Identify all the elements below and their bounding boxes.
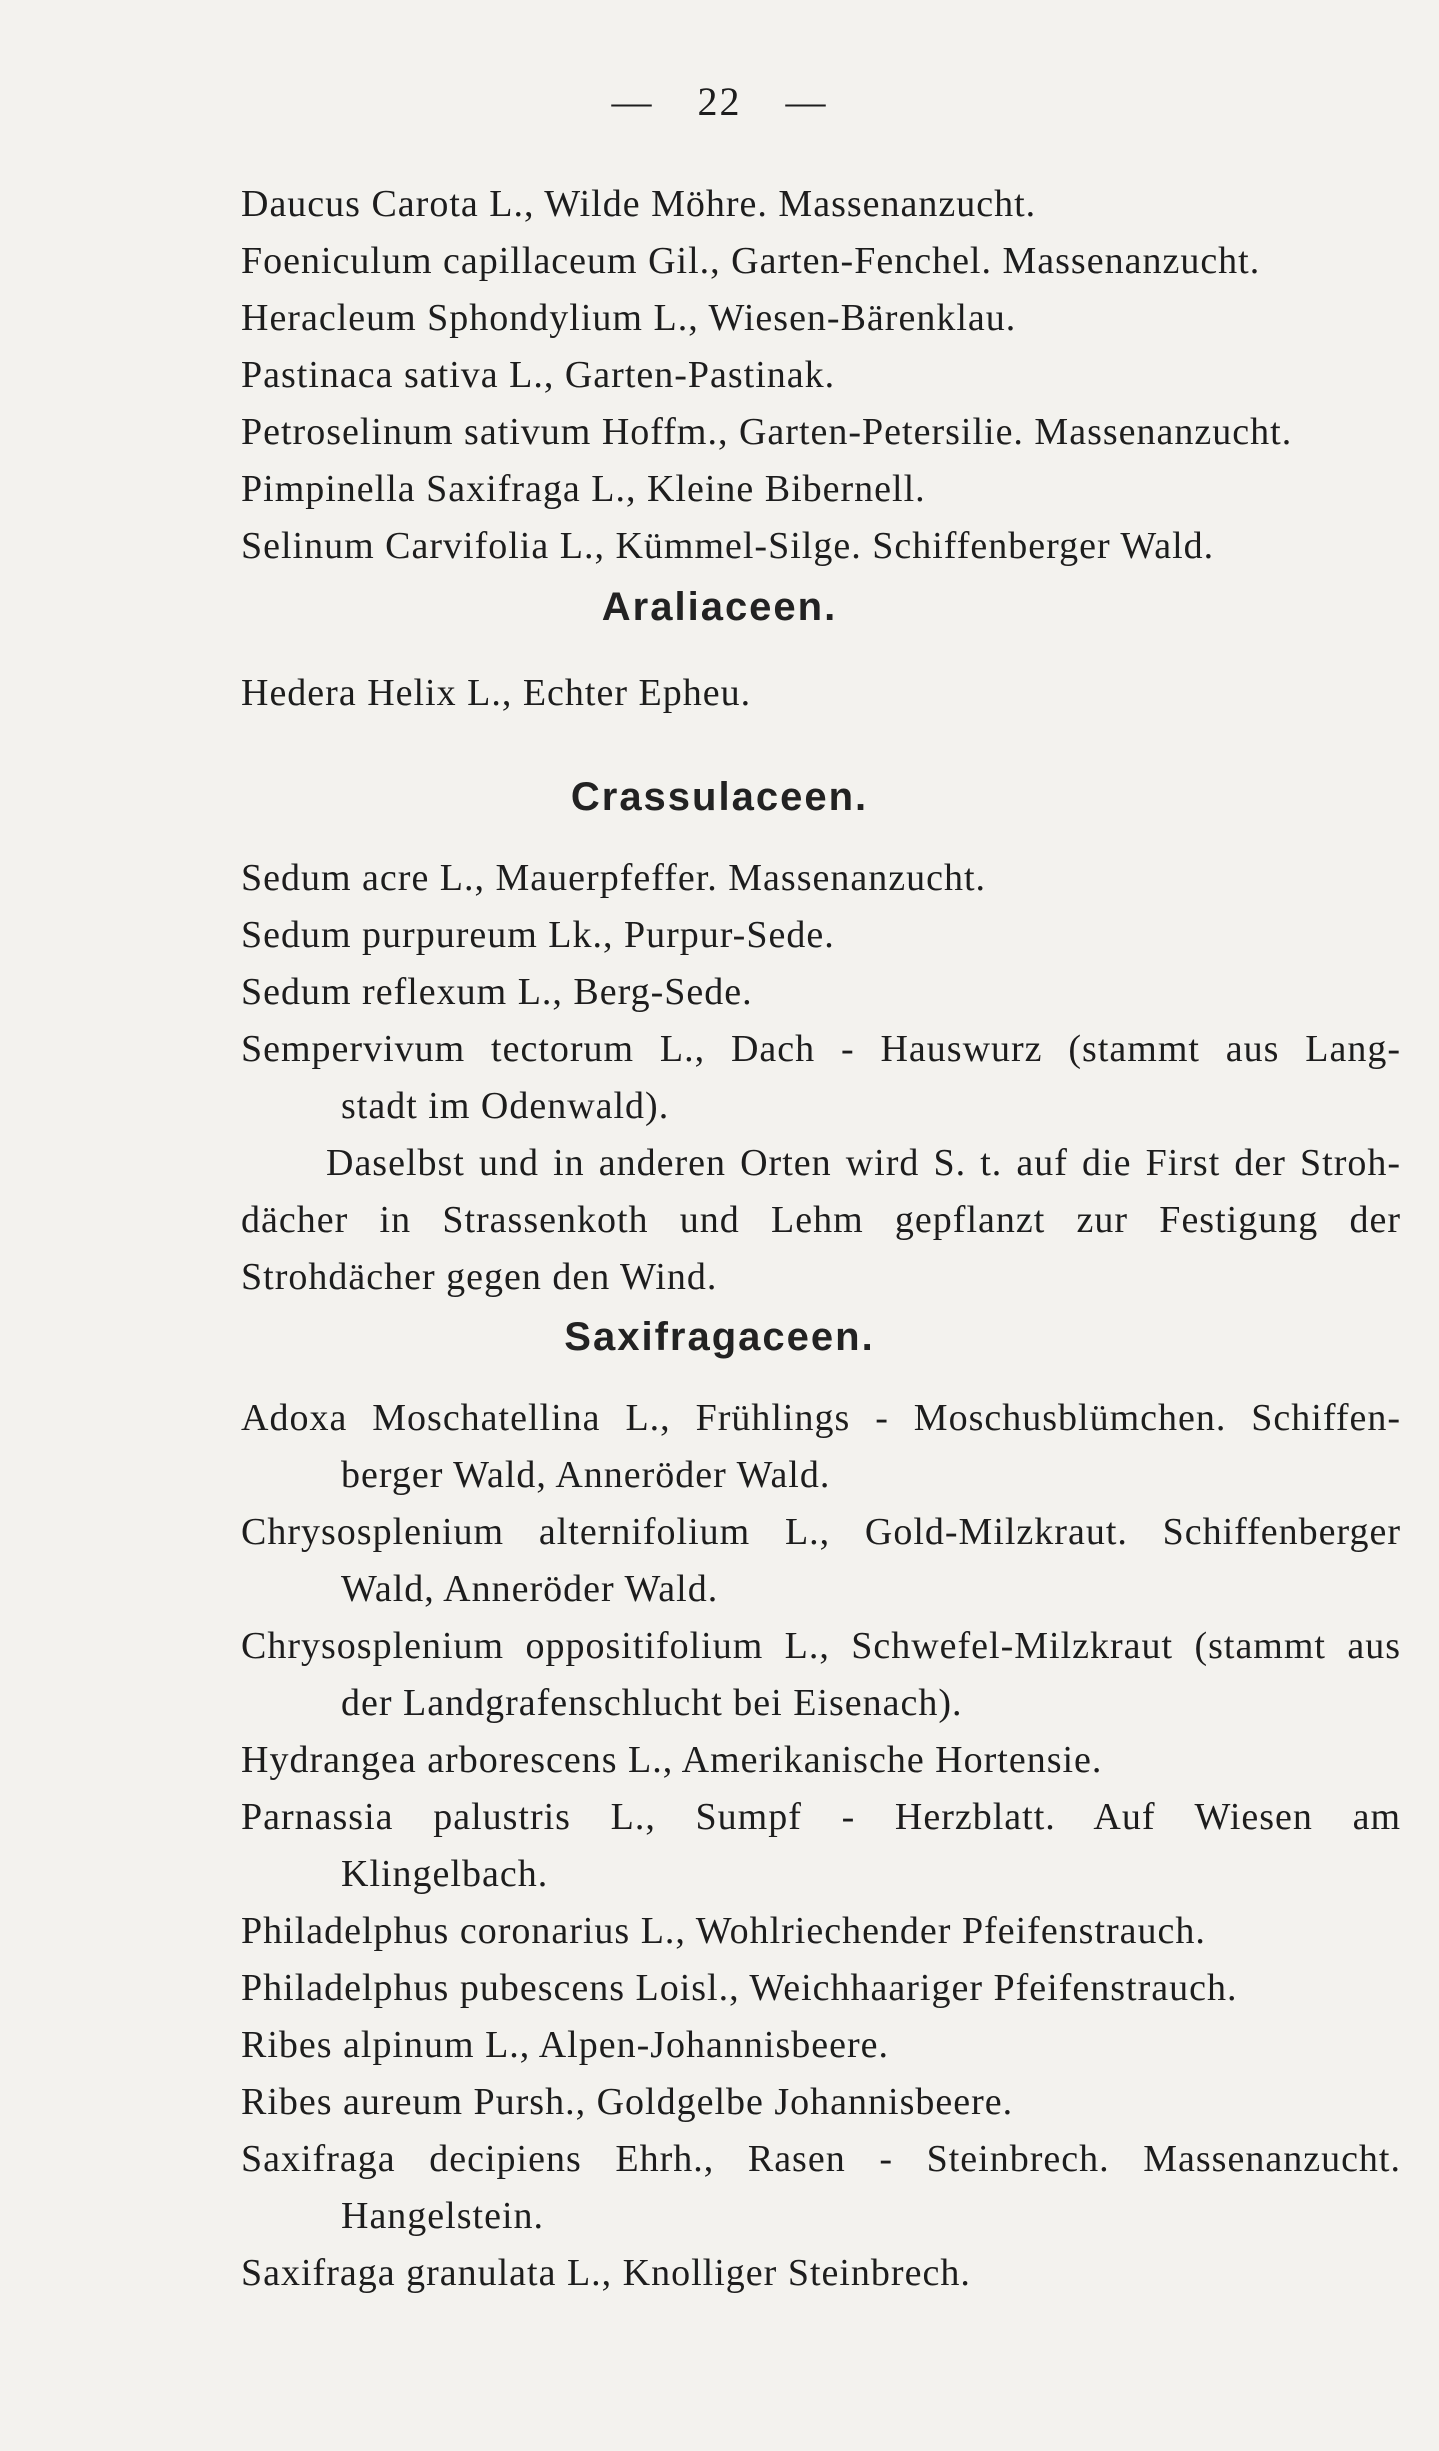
list-item: Pimpinella Saxifraga L., Kleine Bibernell. bbox=[241, 468, 926, 510]
entry-line: Saxifraga decipiens Ehrh., Rasen - Steinbrech. Massenanzucht. bbox=[241, 2138, 1401, 2180]
list-item bbox=[241, 1903, 1401, 1960]
heading-saxifragaceen: Saxifragaceen. bbox=[564, 1315, 875, 1359]
list-item bbox=[241, 1390, 1401, 1504]
entry-line: Chrysosplenium alternifolium L., Gold-Milzkraut. Schiffenberger bbox=[241, 1511, 1401, 1553]
list-item bbox=[241, 1960, 1401, 2017]
list-item bbox=[241, 2131, 1401, 2245]
page-number-value: 22 bbox=[697, 79, 742, 124]
list-item bbox=[241, 1504, 1401, 1618]
list-item bbox=[241, 2074, 1401, 2131]
list-item: Heracleum Sphondylium L., Wiesen-Bärenklau. bbox=[241, 297, 1017, 339]
heading-araliaceen: Araliaceen. bbox=[601, 585, 838, 629]
entry-line: Parnassia palustris L., Sumpf - Herzblatt. Auf Wiesen am bbox=[241, 1796, 1401, 1838]
entry-continuation: berger Wald, Anneröder Wald. bbox=[341, 1454, 831, 1496]
list-item bbox=[241, 1732, 1401, 1789]
paragraph-line: Daselbst und in anderen Orten wird S. t. auf die First der Stroh- bbox=[326, 1142, 1401, 1184]
crassulaceen-list bbox=[241, 850, 1401, 1306]
list-item: Petroselinum sativum Hoffm., Garten-Petersilie. Massenanzucht. bbox=[241, 411, 1293, 453]
list-item bbox=[241, 2245, 1401, 2302]
entry-line: Ribes alpinum L., Alpen-Johannisbeere. bbox=[241, 2024, 889, 2066]
list-item: Pastinaca sativa L., Garten-Pastinak. bbox=[241, 354, 836, 396]
paragraph-line: Strohdächer gegen den Wind. bbox=[241, 1256, 718, 1298]
list-item: Sedum acre L., Mauerpfeffer. Massenanzucht. bbox=[241, 857, 987, 899]
list-item: Foeniculum capillaceum Gil., Garten-Fenchel. Massenanzucht. bbox=[241, 240, 1261, 282]
entry-line: Ribes aureum Pursh., Goldgelbe Johannisbeere. bbox=[241, 2081, 1014, 2123]
list-item: Sedum purpureum Lk., Purpur-Sede. bbox=[241, 914, 835, 956]
list-item-sempervivum bbox=[241, 1021, 1401, 1135]
entry-line: Sempervivum tectorum L., Dach - Hauswurz (stammt aus Lang- bbox=[241, 1028, 1401, 1070]
paragraph-line: dächer in Strassenkoth und Lehm gepflanzt zur Festigung der bbox=[241, 1199, 1401, 1241]
list-item bbox=[241, 1618, 1401, 1732]
list-item bbox=[241, 1789, 1401, 1903]
entry-line: Philadelphus coronarius L., Wohlriechender Pfeifenstrauch. bbox=[241, 1910, 1206, 1952]
list-item: Hedera Helix L., Echter Epheu. bbox=[241, 672, 752, 714]
saxifragaceen-list bbox=[241, 1390, 1401, 2302]
entry-line: Philadelphus pubescens Loisl., Weichhaariger Pfeifenstrauch. bbox=[241, 1967, 1238, 2009]
entry-line: Chrysosplenium oppositifolium L., Schwefel-Milzkraut (stammt aus bbox=[241, 1625, 1401, 1667]
entry-continuation: der Landgrafenschlucht bei Eisenach). bbox=[341, 1682, 963, 1724]
heading-crassulaceen: Crassulaceen. bbox=[570, 775, 869, 819]
entry-line: Saxifraga granulata L., Knolliger Steinbrech. bbox=[241, 2252, 971, 2294]
entry-continuation: Wald, Anneröder Wald. bbox=[341, 1568, 719, 1610]
dash-right: — bbox=[785, 79, 828, 124]
list-item bbox=[241, 2017, 1401, 2074]
entry-continuation: Hangelstein. bbox=[341, 2195, 545, 2237]
umbelliferen-list bbox=[241, 176, 1401, 575]
entry-continuation: Klingelbach. bbox=[341, 1853, 549, 1895]
entry-line: Hydrangea arborescens L., Amerikanische Hortensie. bbox=[241, 1739, 1103, 1781]
list-item: Daucus Carota L., Wilde Möhre. Massenanzucht. bbox=[241, 183, 1037, 225]
dash-left: — bbox=[611, 79, 654, 124]
araliaceen-list bbox=[241, 665, 1401, 722]
list-item: Sedum reflexum L., Berg-Sede. bbox=[241, 971, 753, 1013]
entry-continuation: stadt im Odenwald). bbox=[341, 1085, 670, 1127]
list-item: Selinum Carvifolia L., Kümmel-Silge. Schiffenberger Wald. bbox=[241, 525, 1215, 567]
entry-line: Adoxa Moschatellina L., Frühlings - Moschusblümchen. Schiffen- bbox=[241, 1397, 1401, 1439]
note-paragraph bbox=[241, 1135, 1401, 1306]
page-number bbox=[0, 78, 1439, 125]
